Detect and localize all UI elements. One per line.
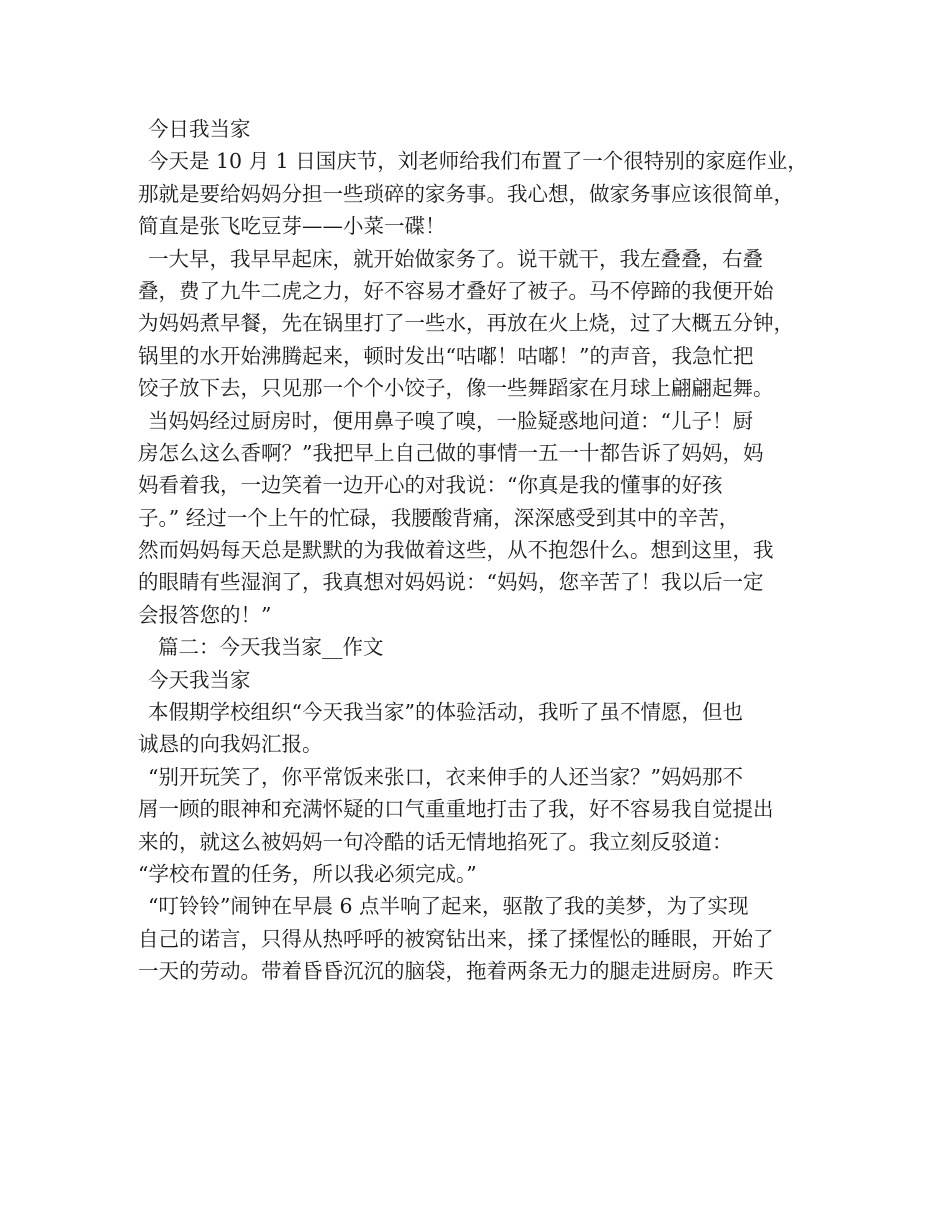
paragraph-line: 房怎么这么香啊？”我把早上自己做的事情一五一十都告诉了妈妈，妈 bbox=[138, 440, 764, 465]
paragraph-line: 的眼睛有些湿润了，我真想对妈妈说：“妈妈，您辛苦了！我以后一定 bbox=[138, 570, 764, 595]
essay-title: 今天我当家 bbox=[148, 667, 251, 692]
paragraph-line: 今天是 10 月 1 日国庆节，刘老师给我们布置了一个很特别的家庭作业， bbox=[148, 149, 808, 174]
paragraph-line: “叮铃铃”闹钟在早晨 6 点半响了起来，驱散了我的美梦，为了实现 bbox=[148, 894, 749, 919]
paragraph-line: 叠，费了九牛二虎之力，好不容易才叠好了被子。马不停蹄的我便开始 bbox=[138, 278, 774, 303]
paragraph-line: 会报答您的！” bbox=[138, 602, 272, 627]
paragraph-line: 简直是张飞吃豆芽——小菜一碟！ bbox=[138, 214, 446, 239]
paragraph-line: 锅里的水开始沸腾起来，顿时发出“咕嘟！咕嘟！”的声音，我急忙把 bbox=[138, 343, 754, 368]
paragraph-line: “学校布置的任务，所以我必须完成。” bbox=[138, 861, 477, 886]
paragraph-line: 自己的诺言，只得从热呼呼的被窝钻出来，揉了揉惺忪的睡眼，开始了 bbox=[138, 926, 774, 951]
paragraph-line: 饺子放下去，只见那一个个小饺子，像一些舞蹈家在月球上翩翩起舞。 bbox=[138, 376, 774, 401]
paragraph-line: 子。” 经过一个上午的忙碌，我腰酸背痛，深深感受到其中的辛苦， bbox=[138, 505, 740, 530]
paragraph-line: 来的，就这么被妈妈一句冷酷的话无情地掐死了。我立刻反驳道： bbox=[138, 829, 733, 854]
paragraph-line: 为妈妈煮早餐，先在锅里打了一些水，再放在火上烧，过了大概五分钟， bbox=[138, 311, 794, 336]
paragraph-line: 诚恳的向我妈汇报。 bbox=[138, 732, 323, 757]
paragraph-line: 一天的劳动。带着昏昏沉沉的脑袋，拖着两条无力的腿走进厨房。昨天 bbox=[138, 959, 774, 984]
paragraph-line: 那就是要给妈妈分担一些琐碎的家务事。我心想，做家务事应该很简单， bbox=[138, 181, 794, 206]
paragraph-line: 妈看着我，一边笑着一边开心的对我说：“你真是我的懂事的好孩 bbox=[138, 473, 723, 498]
paragraph-line: 一大早，我早早起床，就开始做家务了。说干就干，我左叠叠，右叠 bbox=[148, 246, 763, 271]
paragraph-line: 然而妈妈每天总是默默的为我做着这些，从不抱怨什么。想到这里，我 bbox=[138, 538, 774, 563]
paragraph-line: 本假期学校组织“今天我当家”的体验活动，我听了虽不情愿，但也 bbox=[148, 700, 743, 725]
essay-title: 今日我当家 bbox=[148, 117, 251, 141]
section-heading: 篇二：今天我当家__作文 bbox=[158, 635, 384, 660]
paragraph-line: 屑一顾的眼神和充满怀疑的口气重重地打击了我，好不容易我自觉提出 bbox=[138, 797, 774, 822]
paragraph-line: “别开玩笑了，你平常饭来张口，衣来伸手的人还当家？”妈妈那不 bbox=[148, 764, 743, 789]
paragraph-line: 当妈妈经过厨房时，便用鼻子嗅了嗅，一脸疑惑地问道：“儿子！厨 bbox=[148, 408, 753, 433]
document-body bbox=[138, 113, 828, 988]
